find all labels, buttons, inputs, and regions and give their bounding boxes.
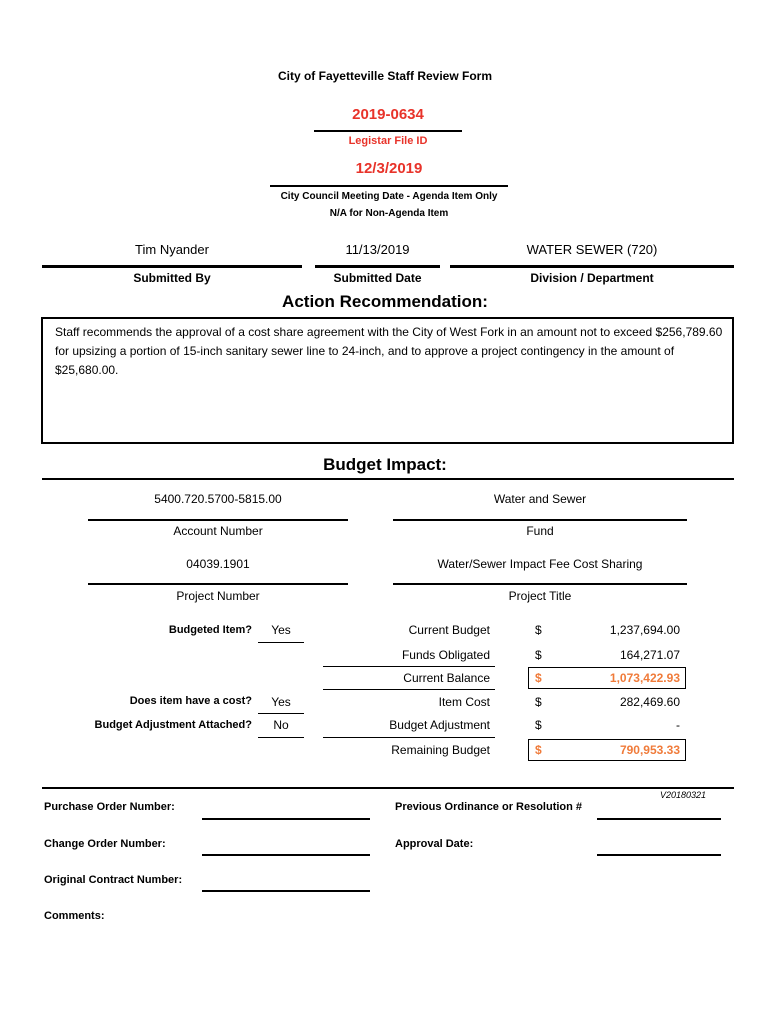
action-recommendation-box bbox=[41, 317, 734, 444]
project-number-value: 04039.1901 bbox=[186, 557, 250, 571]
currency-symbol: $ bbox=[535, 695, 542, 709]
legistar-file-id: 2019-0634 bbox=[352, 106, 424, 123]
submitted-by-label: Submitted By bbox=[133, 271, 211, 285]
fund-value: Water and Sewer bbox=[493, 492, 587, 506]
form-title: City of Fayetteville Staff Review Form bbox=[277, 69, 493, 83]
currency-symbol: $ bbox=[535, 623, 542, 637]
purchase-order-field[interactable] bbox=[202, 818, 370, 820]
budget-row-label: Funds Obligated bbox=[401, 648, 490, 662]
currency-symbol: $ bbox=[535, 671, 542, 685]
action-recommendation-heading: Action Recommendation: bbox=[282, 292, 488, 311]
legistar-file-id-label: Legistar File ID bbox=[348, 135, 428, 147]
budget-row-amount: 164,271.07 bbox=[619, 648, 680, 662]
purchase-order-label: Purchase Order Number: bbox=[44, 801, 175, 813]
budget-row-amount: - bbox=[676, 718, 680, 732]
budget-impact-heading: Budget Impact: bbox=[323, 455, 447, 474]
budgeted-item-label: Budgeted Item? bbox=[168, 624, 252, 636]
meeting-date-label: City Council Meeting Date - Agenda Item Only bbox=[280, 191, 498, 202]
adjustment-attached-value: No bbox=[273, 718, 289, 732]
approval-date-label: Approval Date: bbox=[395, 838, 474, 850]
form-version: V20180321 bbox=[660, 790, 707, 800]
current-balance-amount: 1,073,422.93 bbox=[609, 671, 680, 685]
budget-row-amount: 1,237,694.00 bbox=[609, 623, 680, 637]
meeting-date: 12/3/2019 bbox=[355, 160, 423, 177]
has-cost-value: Yes bbox=[271, 695, 291, 709]
change-order-field[interactable] bbox=[202, 854, 370, 856]
currency-symbol: $ bbox=[535, 718, 542, 732]
budgeted-item-value: Yes bbox=[271, 623, 291, 637]
project-number-label: Project Number bbox=[176, 589, 260, 603]
action-recommendation-text: Staff recommends the approval of a cost share agreement with the City of West Fork in an amount not to exceed $256,789.60 for upsizing a portion of 15-inch sanitary sewer line to 24-inch, and to approve a project contingency in the amount of $25,680.00. bbox=[55, 325, 723, 377]
submitted-date-value: 11/13/2019 bbox=[345, 242, 410, 257]
division-label: Division / Department bbox=[530, 271, 654, 285]
account-number-label: Account Number bbox=[173, 524, 263, 538]
project-title-value: Water/Sewer Impact Fee Cost Sharing bbox=[437, 557, 643, 571]
budget-row-label: Current Budget bbox=[408, 623, 490, 637]
division-value: WATER SEWER (720) bbox=[526, 242, 658, 257]
approval-date-field[interactable] bbox=[597, 854, 721, 856]
fund-label: Fund bbox=[526, 524, 554, 538]
previous-ordinance-field[interactable] bbox=[597, 818, 721, 820]
account-number-value: 5400.720.5700-5815.00 bbox=[154, 492, 282, 506]
previous-ordinance-label: Previous Ordinance or Resolution # bbox=[395, 801, 583, 813]
project-title-label: Project Title bbox=[508, 589, 572, 603]
submitted-date-label: Submitted Date bbox=[333, 271, 422, 285]
currency-symbol: $ bbox=[535, 648, 542, 662]
remaining-budget-amount: 790,953.33 bbox=[619, 743, 680, 757]
original-contract-field[interactable] bbox=[202, 890, 370, 892]
adjustment-attached-label: Budget Adjustment Attached? bbox=[94, 719, 252, 731]
change-order-label: Change Order Number: bbox=[44, 838, 166, 850]
currency-symbol: $ bbox=[535, 743, 542, 757]
original-contract-label: Original Contract Number: bbox=[44, 874, 183, 886]
budget-row-label: Remaining Budget bbox=[391, 743, 490, 757]
budget-row-label: Budget Adjustment bbox=[389, 718, 490, 732]
comments-label: Comments: bbox=[44, 910, 105, 922]
submitted-by-value: Tim Nyander bbox=[135, 242, 209, 257]
has-cost-label: Does item have a cost? bbox=[129, 695, 252, 707]
budget-row-label: Current Balance bbox=[403, 671, 490, 685]
meeting-date-note: N/A for Non-Agenda Item bbox=[329, 208, 449, 219]
budget-row-amount: 282,469.60 bbox=[619, 695, 680, 709]
budget-row-label: Item Cost bbox=[438, 695, 490, 709]
